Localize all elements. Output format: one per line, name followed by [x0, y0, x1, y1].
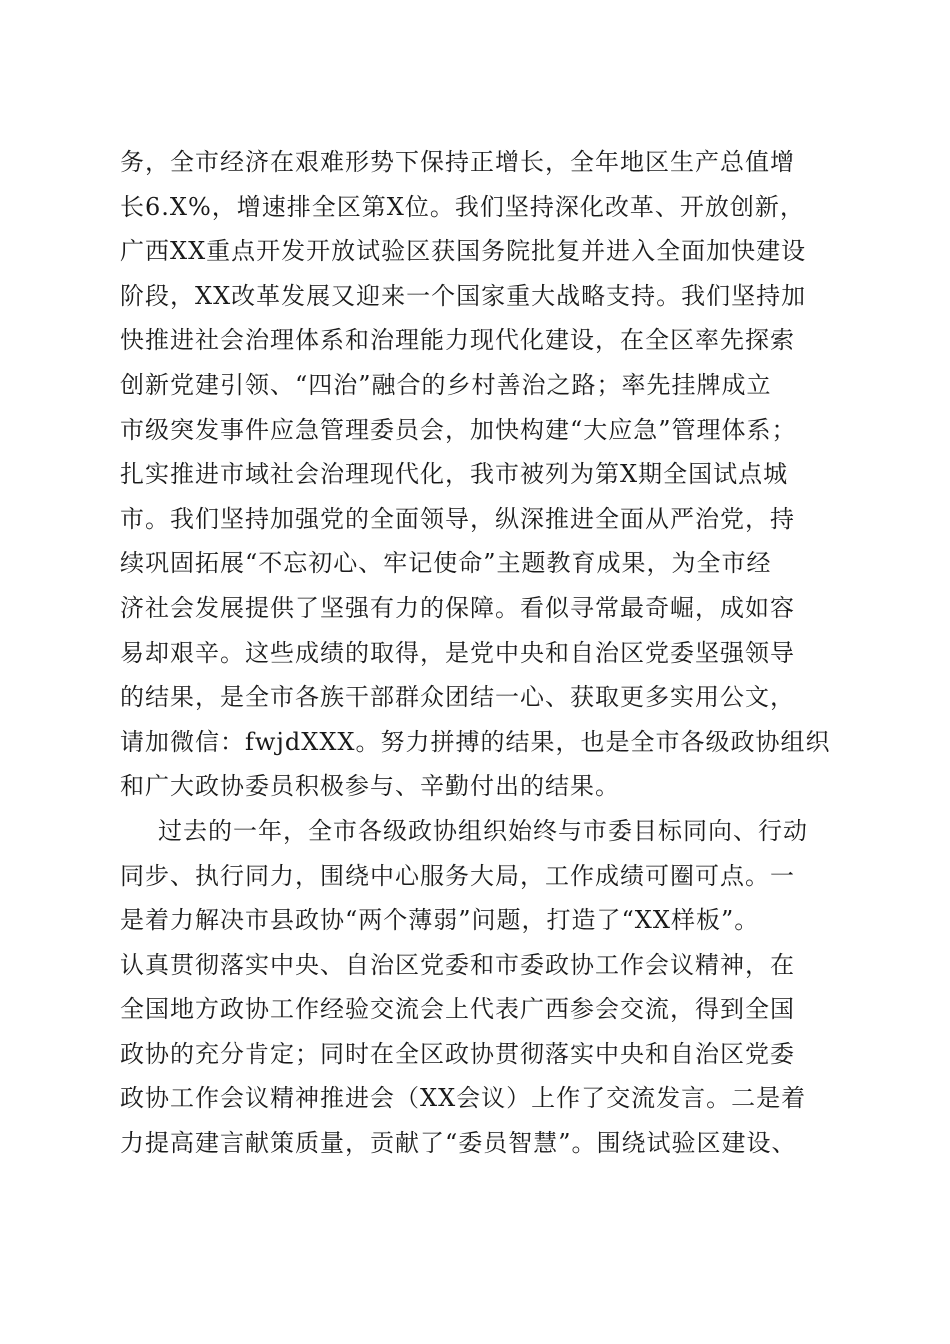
text-line: 续巩固拓展“不忘初心、牢记使命”主题教育成果，为全市经: [120, 549, 772, 578]
paragraph-1: [120, 140, 840, 809]
text-line: 市。我们坚持加强党的全面领导，纵深推进全面从严治党，持: [120, 504, 795, 533]
text-line: 全国地方政协工作经验交流会上代表广西参会交流，得到全国: [120, 995, 795, 1024]
text-line: 力提高建言献策质量，贡献了“委员智慧”。围绕试验区建设、: [120, 1129, 797, 1158]
text-line: 的结果，是全市各族干部群众团结一心、获取更多实用公文，: [120, 683, 795, 712]
text-line: 易却艰辛。这些成绩的取得，是党中央和自治区党委坚强领导: [120, 638, 795, 667]
text-line: 广西XX重点开发开放试验区获国务院批复并进入全面加快建设: [120, 237, 807, 266]
text-line: 政协的充分肯定；同时在全区政协贯彻落实中央和自治区党委: [120, 1039, 795, 1068]
text-line: 同步、执行同力，围绕中心服务大局，工作成绩可圈可点。一: [120, 861, 795, 890]
document-body: [120, 140, 840, 1166]
paragraph-2: [120, 809, 840, 1166]
text-line: 认真贯彻落实中央、自治区党委和市委政协工作会议精神，在: [120, 950, 795, 979]
text-line: 请加微信：fwjdXXX。努力拼搏的结果，也是全市各级政协组织: [120, 727, 831, 756]
text-line-indented: 过去的一年，全市各级政协组织始终与市委目标同向、行动: [158, 816, 808, 845]
text-line: 是着力解决市县政协“两个薄弱”问题，打造了“XX样板”。: [120, 906, 760, 935]
text-line: 长6.X%，增速排全区第X位。我们坚持深化改革、开放创新，: [120, 192, 805, 221]
text-line: 阶段，XX改革发展又迎来一个国家重大战略支持。我们坚持加: [120, 281, 807, 310]
text-line: 快推进社会治理体系和治理能力现代化建设，在全区率先探索: [120, 326, 795, 355]
text-line: 市级突发事件应急管理委员会，加快构建“大应急”管理体系；: [120, 415, 797, 444]
text-line: 和广大政协委员积极参与、辛勤付出的结果。: [120, 772, 620, 801]
text-line: 创新党建引领、“四治”融合的乡村善治之路；率先挂牌成立: [120, 370, 772, 399]
text-line: 政协工作会议精神推进会（XX会议）上作了交流发言。二是着: [120, 1084, 807, 1113]
text-line: 扎实推进市域社会治理现代化，我市被列为第X期全国试点城: [120, 460, 789, 489]
text-line: 务，全市经济在艰难形势下保持正增长，全年地区生产总值增: [120, 148, 795, 176]
text-line: 济社会发展提供了坚强有力的保障。看似寻常最奇崛，成如容: [120, 593, 795, 622]
